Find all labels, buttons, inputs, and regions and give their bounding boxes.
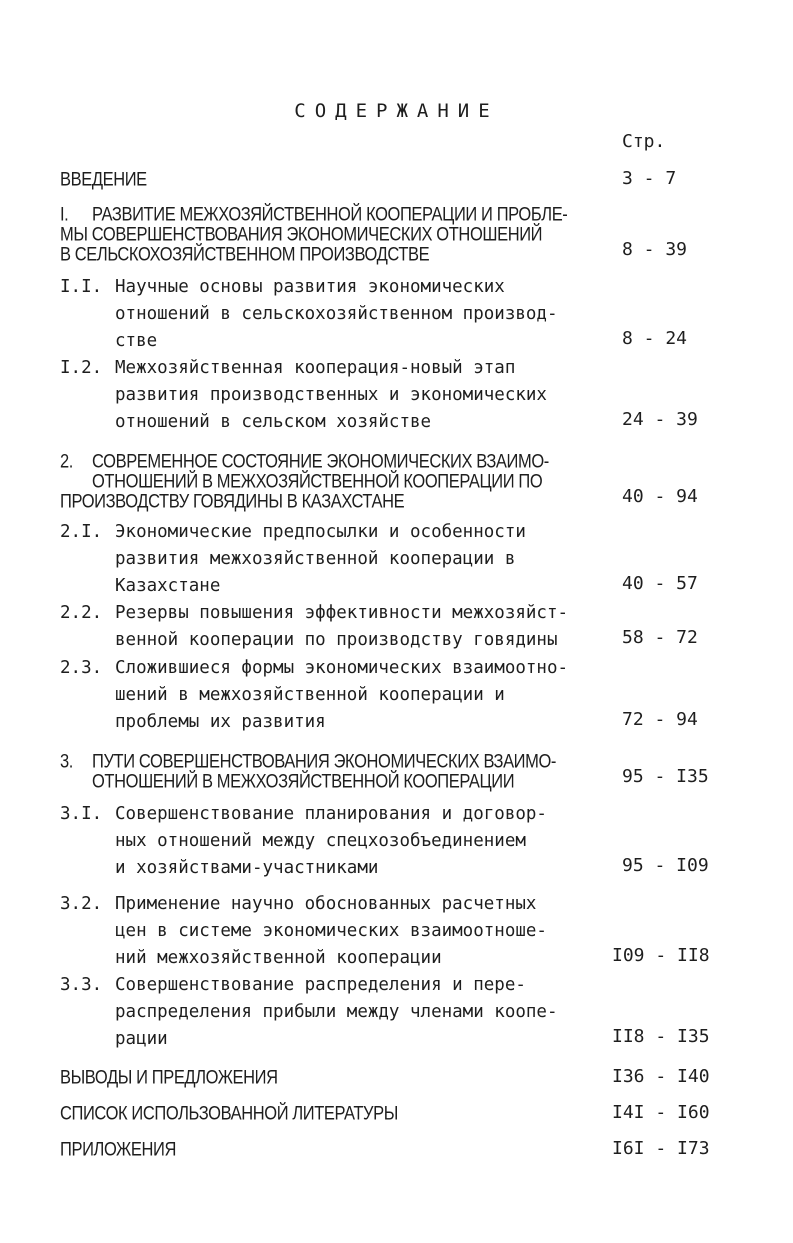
toc-entry-introduction bbox=[60, 168, 740, 188]
toc-entry-section-3-1 bbox=[60, 801, 740, 882]
toc-text: распределения прибыли между членами коопе- bbox=[115, 1002, 558, 1022]
toc-number: 3. bbox=[60, 751, 73, 772]
toc-line bbox=[60, 301, 740, 328]
toc-text: МЫ СОВЕРШЕНСТВОВАНИЯ ЭКОНОМИЧЕСКИХ ОТНОШЕНИЙ bbox=[60, 224, 543, 245]
toc-line bbox=[60, 918, 740, 945]
toc-text: ных отношений между спецхозобъединением bbox=[115, 831, 526, 851]
toc-number: I. bbox=[60, 204, 69, 225]
toc-line bbox=[60, 801, 740, 828]
toc-line bbox=[60, 519, 740, 546]
toc-entry-section-2-2 bbox=[60, 600, 740, 654]
toc-text: В СЕЛЬСКОХОЗЯЙСТВЕННОМ ПРОИЗВОДСТВЕ bbox=[60, 244, 430, 265]
toc-text: Применение научно обоснованных расчетных bbox=[115, 894, 537, 914]
toc-line bbox=[60, 891, 740, 918]
toc-text: Экономические предпосылки и особенности bbox=[115, 522, 526, 542]
toc-entry-chapter-3 bbox=[60, 750, 740, 790]
toc-number: 3.I. bbox=[60, 804, 103, 824]
toc-text: СПИСОК ИСПОЛЬЗОВАННОЙ ЛИТЕРАТУРЫ bbox=[60, 1103, 398, 1124]
toc-text: Сложившиеся формы экономических взаимоотно- bbox=[115, 658, 569, 678]
toc-line bbox=[60, 600, 740, 627]
toc-text: шений в межхозяйственной кооперации и bbox=[115, 685, 505, 705]
toc-line bbox=[60, 682, 740, 709]
toc-number: 3.3. bbox=[60, 975, 103, 995]
toc-text: ВВЕДЕНИЕ bbox=[60, 169, 147, 190]
toc-text: и хозяйствами-участниками bbox=[115, 858, 379, 878]
toc-line bbox=[60, 999, 740, 1026]
toc-entry-conclusions bbox=[60, 1066, 740, 1086]
toc-text: ОТНОШЕНИЙ В МЕЖХОЗЯЙСТВЕННОЙ КООПЕРАЦИИ ПО bbox=[92, 471, 543, 492]
toc-entry-appendices bbox=[60, 1138, 740, 1158]
toc-pages: I09 - II8 bbox=[612, 945, 710, 966]
toc-pages: 58 - 72 bbox=[622, 627, 698, 648]
toc-pages: II8 - I35 bbox=[612, 1026, 710, 1047]
toc-text: отношений в сельском хозяйстве bbox=[115, 412, 432, 432]
toc-text: ний межхозяйственной кооперации bbox=[115, 948, 442, 968]
toc-number: 3.2. bbox=[60, 894, 103, 914]
page-title: СОДЕРЖАНИЕ bbox=[294, 100, 499, 122]
toc-pages: 72 - 94 bbox=[622, 709, 698, 730]
toc-text: отношений в сельскохозяйственном производ- bbox=[115, 304, 558, 324]
toc-text: Казахстане bbox=[115, 576, 221, 596]
toc-pages: 40 - 94 bbox=[622, 486, 698, 507]
toc-number: 2.I. bbox=[60, 522, 103, 542]
toc-entry-section-2-3 bbox=[60, 655, 740, 736]
toc-number: 2. bbox=[60, 451, 73, 472]
toc-line bbox=[60, 546, 740, 573]
toc-pages: 8 - 24 bbox=[622, 328, 688, 349]
toc-text: ПРОИЗВОДСТВУ ГОВЯДИНЫ В КАЗАХСТАНЕ bbox=[60, 491, 405, 512]
toc-entry-bibliography bbox=[60, 1102, 740, 1122]
toc-pages: 40 - 57 bbox=[622, 573, 698, 594]
toc-text: Межхозяйственная кооперация-новый этап bbox=[115, 358, 516, 378]
toc-text: Совершенствование распределения и пере- bbox=[115, 975, 526, 995]
toc-entry-section-3-3 bbox=[60, 972, 740, 1053]
toc-pages: 95 - I35 bbox=[622, 766, 709, 787]
toc-pages: 95 - I09 bbox=[622, 855, 709, 876]
toc-text: развития межхозяйственной кооперации в bbox=[115, 549, 516, 569]
toc-number: 2.3. bbox=[60, 658, 103, 678]
toc-line bbox=[60, 382, 740, 409]
toc-text: Совершенствование планирования и договор- bbox=[115, 804, 547, 824]
toc-pages: I6I - I73 bbox=[612, 1138, 710, 1159]
toc-text: ПУТИ СОВЕРШЕНСТВОВАНИЯ ЭКОНОМИЧЕСКИХ ВЗАИМО- bbox=[92, 751, 557, 772]
toc-entry-section-1-1 bbox=[60, 274, 740, 355]
toc-pages: I36 - I40 bbox=[612, 1066, 710, 1087]
toc-text: ОТНОШЕНИЙ В МЕЖХОЗЯЙСТВЕННОЙ КООПЕРАЦИИ bbox=[92, 771, 515, 792]
toc-line bbox=[60, 355, 740, 382]
toc-entry-section-3-2 bbox=[60, 891, 740, 972]
page-column-header: Стр. bbox=[622, 131, 666, 152]
toc-text: венной кооперации по производству говядины bbox=[115, 630, 558, 650]
toc-text: Научные основы развития экономических bbox=[115, 277, 505, 297]
toc-text: РАЗВИТИЕ МЕЖХОЗЯЙСТВЕННОЙ КООПЕРАЦИИ И ПРОБЛЕ- bbox=[92, 204, 568, 225]
toc-text: рации bbox=[115, 1029, 168, 1049]
toc-number: 2.2. bbox=[60, 603, 103, 623]
toc-text: Резервы повышения эффективности межхозяйст- bbox=[115, 603, 569, 623]
toc-text: ВЫВОДЫ И ПРЕДЛОЖЕНИЯ bbox=[60, 1067, 278, 1088]
toc-entry-chapter-1 bbox=[60, 203, 740, 263]
toc-number: I.2. bbox=[60, 358, 103, 378]
toc-text: развития производственных и экономических bbox=[115, 385, 547, 405]
toc-pages: 8 - 39 bbox=[622, 239, 688, 260]
toc-entry-section-2-1 bbox=[60, 519, 740, 600]
toc-entry-chapter-2 bbox=[60, 450, 740, 510]
toc-entry-section-1-2 bbox=[60, 355, 740, 436]
toc-line bbox=[60, 972, 740, 999]
toc-pages: 3 - 7 bbox=[622, 168, 677, 189]
toc-text: цен в системе экономических взаимоотноше- bbox=[115, 921, 547, 941]
toc-text: проблемы их развития bbox=[115, 712, 326, 732]
toc-pages: 24 - 39 bbox=[622, 409, 698, 430]
toc-text: СОВРЕМЕННОЕ СОСТОЯНИЕ ЭКОНОМИЧЕСКИХ ВЗАИМО- bbox=[92, 451, 549, 472]
toc-number: I.I. bbox=[60, 277, 103, 297]
toc-line bbox=[60, 655, 740, 682]
toc-line bbox=[60, 274, 740, 301]
toc-pages: I4I - I60 bbox=[612, 1102, 710, 1123]
toc-text: стве bbox=[115, 331, 158, 351]
toc-line bbox=[60, 828, 740, 855]
toc-text: ПРИЛОЖЕНИЯ bbox=[60, 1139, 176, 1160]
